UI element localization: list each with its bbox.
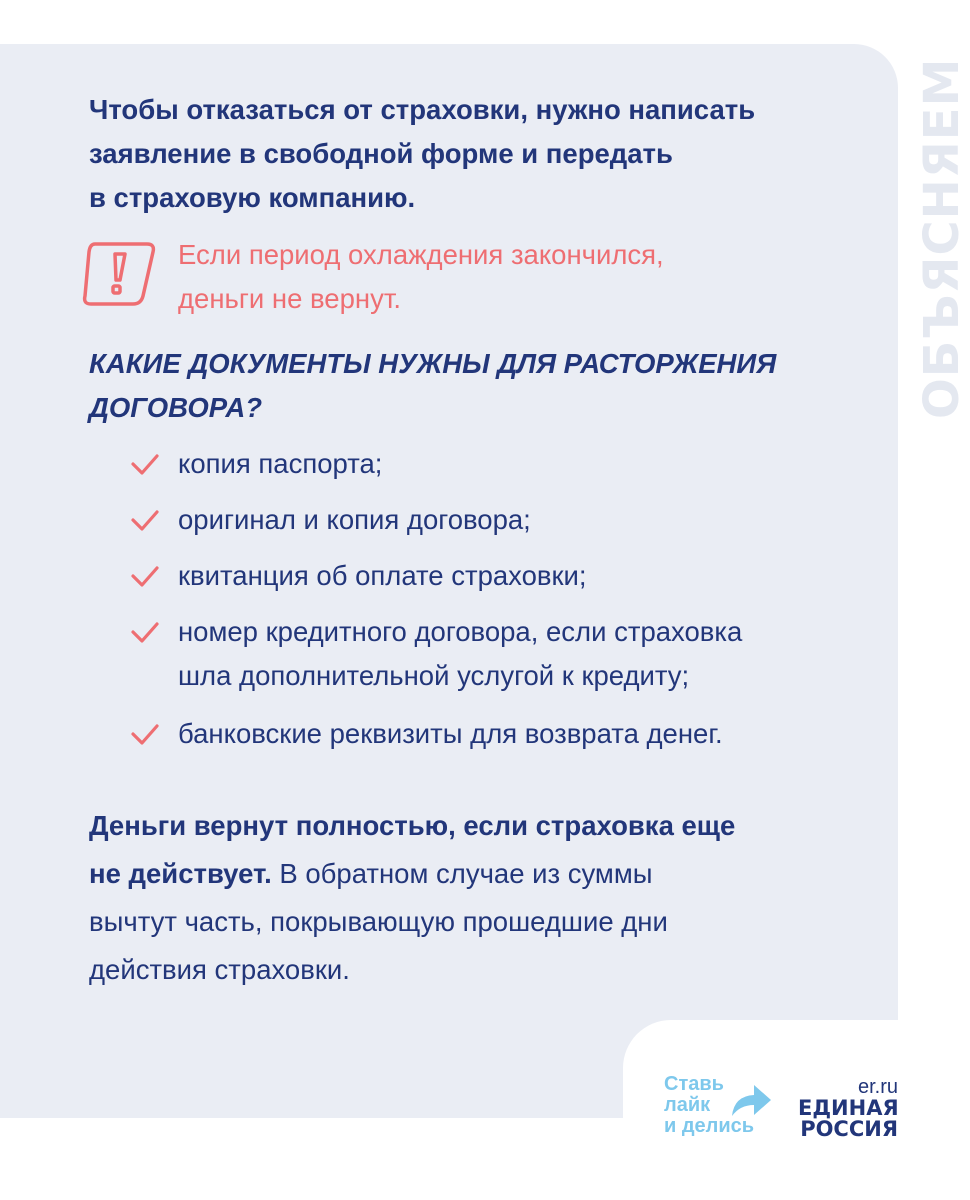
list-item-line: оригинал и копия договора;: [178, 504, 531, 535]
intro-line: заявление в свободной форме и передать: [89, 138, 673, 169]
intro-line: в страховую компанию.: [89, 182, 416, 213]
brand-name-line: РОССИЯ: [800, 1117, 898, 1141]
list-item-line: банковские реквизиты для возврата денег.: [178, 718, 723, 749]
outro-line: вычтут часть, покрывающую прошедшие дни: [89, 906, 668, 937]
brand-name-line: ЕДИНАЯ: [798, 1096, 899, 1120]
list-item-text: [178, 712, 890, 756]
list-item-line: шла дополнительной услугой к кредиту;: [178, 660, 690, 691]
side-label: ОБЪЯСНЯЕМ: [914, 58, 970, 420]
warning-line: деньги не вернут.: [178, 283, 402, 314]
brand-logo[interactable]: [798, 1076, 898, 1140]
list-item-text: [178, 498, 890, 542]
list-item-text: [178, 554, 890, 598]
check-icon: [130, 509, 160, 533]
warning-line: Если период охлаждения закончился,: [178, 239, 664, 270]
outro-line: действия страховки.: [89, 954, 350, 985]
list-item-text: [178, 442, 890, 486]
heading-line: ДОГОВОРА?: [89, 392, 262, 423]
exclamation-icon: [81, 240, 157, 308]
outro-bold-line: Деньги вернут полностью, если страховка еще: [89, 810, 736, 841]
check-icon: [130, 723, 160, 747]
list-item-line: номер кредитного договора, если страховка: [178, 616, 743, 647]
check-icon: [130, 453, 160, 477]
check-icon: [130, 565, 160, 589]
share-line: и делись: [664, 1115, 755, 1137]
heading-line: КАКИЕ ДОКУМЕНТЫ НУЖНЫ ДЛЯ РАСТОРЖЕНИЯ: [89, 348, 777, 379]
list-item-text: [178, 610, 890, 698]
documents-heading: [89, 342, 889, 430]
check-icon: [130, 621, 160, 645]
outro-line: В обратном случае из суммы: [271, 858, 653, 889]
share-line: Ставь: [664, 1073, 724, 1095]
outro-bold-line: не действует.: [89, 858, 272, 889]
list-item-line: квитанция об оплате страховки;: [178, 560, 587, 591]
list-item-line: копия паспорта;: [178, 448, 383, 479]
share-line: лайк: [664, 1094, 711, 1116]
intro-line: Чтобы отказаться от страховки, нужно написать: [89, 94, 756, 125]
outro-text: [89, 802, 869, 994]
intro-text: [89, 88, 869, 220]
warning-text: [178, 233, 818, 321]
brand-site[interactable]: er.ru: [857, 1076, 898, 1098]
share-arrow-icon[interactable]: [730, 1082, 772, 1118]
